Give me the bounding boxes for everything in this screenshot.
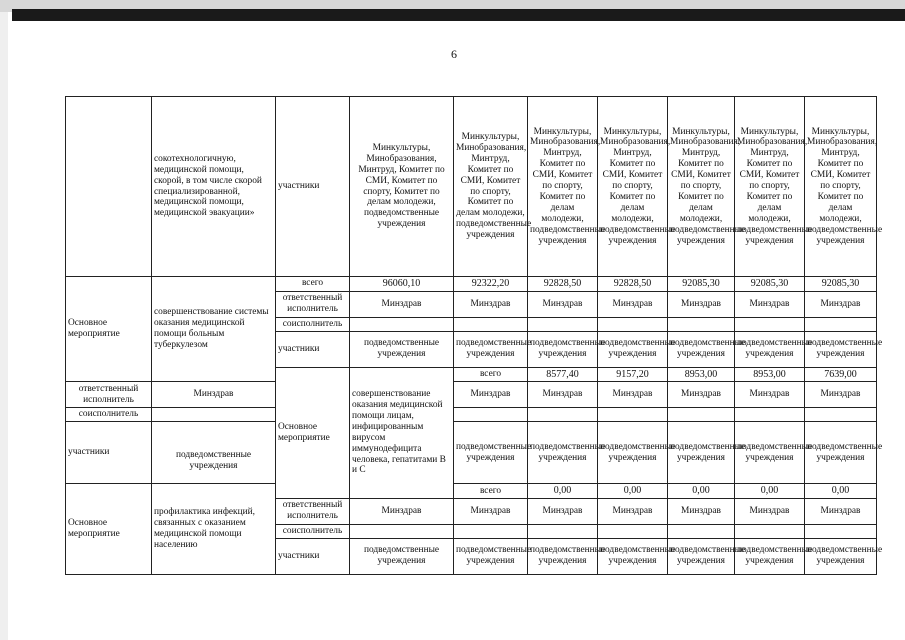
- total-value: 0,00: [735, 484, 805, 499]
- participants-value: подведомственные учреждения: [528, 538, 598, 574]
- responsible-value: Минздрав: [668, 291, 735, 317]
- coexecutor-label: соисполнитель: [276, 317, 350, 331]
- empty-cell: [454, 408, 528, 422]
- program-table: [65, 96, 883, 575]
- event-description: совершенствование оказания медицинской помощи лицам, инфицированным вирусом иммунодефицита человека, гепатитами В и С: [350, 367, 454, 498]
- empty-cell: [598, 317, 668, 331]
- total-value: 8953,00: [735, 367, 805, 382]
- role-label: участники: [276, 97, 350, 277]
- event-type-cell: Основное мероприятие: [66, 484, 152, 575]
- empty-cell: [735, 317, 805, 331]
- responsible-value: Минздрав: [350, 291, 454, 317]
- event-type-cell: [66, 97, 152, 277]
- empty-cell: [598, 408, 668, 422]
- coexecutor-label: соисполнитель: [66, 408, 152, 422]
- participants-value: подведомственные учреждения: [805, 422, 877, 484]
- event-description: сокотехнологичную, медицинской помощи, скорой, в том числе скорой специализированной, медицинской помощи, медицинской эвакуации»: [152, 97, 276, 277]
- responsible-value: Минздрав: [598, 382, 668, 408]
- table-row: [66, 422, 877, 484]
- total-label: всего: [454, 484, 528, 499]
- empty-cell: [805, 408, 877, 422]
- total-value: 92085,30: [735, 277, 805, 292]
- page-number: 6: [451, 47, 457, 61]
- participants-value: подведомственные учреждения: [152, 422, 276, 484]
- responsible-value: Минздрав: [805, 291, 877, 317]
- responsible-value: Минздрав: [598, 291, 668, 317]
- event-description: совершенствование системы оказания медицинской помощи больным туберкулезом: [152, 277, 276, 382]
- executors-cell: Минкультуры, Минобразования, Минтруд, Комитет по СМИ, Комитет по спорту, Комитет по делам молодежи, подведомственные учреждения: [805, 97, 877, 277]
- participants-value: подведомственные учреждения: [598, 538, 668, 574]
- responsible-value: Минздрав: [528, 382, 598, 408]
- participants-value: подведомственные учреждения: [805, 331, 877, 367]
- responsible-value: Минздрав: [528, 498, 598, 524]
- executors-cell: Минкультуры, Минобразования, Минтруд, Комитет по СМИ, Комитет по спорту, Комитет по делам молодежи, подведомственные учреждения: [668, 97, 735, 277]
- responsible-value: Минздрав: [528, 291, 598, 317]
- responsible-value: Минздрав: [735, 498, 805, 524]
- executors-cell: Минкультуры, Минобразования, Минтруд, Комитет по СМИ, Комитет по спорту, Комитет по делам молодежи, подведомственные учреждения: [350, 97, 454, 277]
- responsible-label: ответственный исполнитель: [276, 291, 350, 317]
- empty-cell: [735, 524, 805, 538]
- total-value: 96060,10: [350, 277, 454, 292]
- responsible-value: Минздрав: [454, 498, 528, 524]
- coexecutor-label: соисполнитель: [276, 524, 350, 538]
- total-label: всего: [276, 277, 350, 292]
- participants-value: подведомственные учреждения: [668, 331, 735, 367]
- empty-cell: [454, 524, 528, 538]
- empty-cell: [668, 408, 735, 422]
- participants-value: подведомственные учреждения: [454, 331, 528, 367]
- participants-value: подведомственные учреждения: [805, 538, 877, 574]
- total-value: 8953,00: [668, 367, 735, 382]
- participants-value: подведомственные учреждения: [598, 422, 668, 484]
- total-value: 92828,50: [528, 277, 598, 292]
- table-row: [66, 408, 877, 422]
- empty-cell: [528, 408, 598, 422]
- total-label: всего: [454, 367, 528, 382]
- total-value: 7639,00: [805, 367, 877, 382]
- total-value: 0,00: [598, 484, 668, 499]
- responsible-value: Минздрав: [668, 498, 735, 524]
- empty-cell: [528, 524, 598, 538]
- participants-value: подведомственные учреждения: [454, 422, 528, 484]
- responsible-label: ответственный исполнитель: [66, 382, 152, 408]
- total-value: 8577,40: [528, 367, 598, 382]
- table-row: [66, 382, 877, 408]
- executors-cell: Минкультуры, Минобразования, Минтруд, Комитет по СМИ, Комитет по спорту, Комитет по делам молодежи, подведомственные учреждения: [528, 97, 598, 277]
- empty-cell: [350, 317, 454, 331]
- total-value: 92322,20: [454, 277, 528, 292]
- executors-cell: Минкультуры, Минобразования, Минтруд, Комитет по СМИ, Комитет по спорту, Комитет по делам молодежи, подведомственные учреждения: [598, 97, 668, 277]
- total-value: 92085,30: [805, 277, 877, 292]
- participants-value: подведомственные учреждения: [454, 538, 528, 574]
- empty-cell: [735, 408, 805, 422]
- event-type-cell: Основное мероприятие: [276, 367, 350, 498]
- responsible-value: Минздрав: [454, 382, 528, 408]
- total-value: 92085,30: [668, 277, 735, 292]
- participants-value: подведомственные учреждения: [735, 331, 805, 367]
- empty-cell: [668, 524, 735, 538]
- empty-cell: [528, 317, 598, 331]
- executors-cell: Минкультуры, Минобразования, Минтруд, Комитет по СМИ, Комитет по спорту, Комитет по делам молодежи, подведомственные учреждения: [735, 97, 805, 277]
- participants-value: подведомственные учреждения: [350, 331, 454, 367]
- responsible-value: Минздрав: [598, 498, 668, 524]
- total-value: 0,00: [668, 484, 735, 499]
- executors-cell: Минкультуры, Минобразования, Минтруд, Комитет по СМИ, Комитет по спорту, Комитет по делам молодежи, подведомственные учреждения: [454, 97, 528, 277]
- empty-cell: [454, 317, 528, 331]
- total-value: 0,00: [528, 484, 598, 499]
- total-value: 9157,20: [598, 367, 668, 382]
- participants-value: подведомственные учреждения: [735, 422, 805, 484]
- responsible-value: Минздрав: [350, 498, 454, 524]
- empty-cell: [598, 524, 668, 538]
- responsible-value: Минздрав: [735, 382, 805, 408]
- total-value: 92828,50: [598, 277, 668, 292]
- participants-label: участники: [66, 422, 152, 484]
- table-row: [66, 97, 877, 277]
- responsible-value: Минздрав: [805, 498, 877, 524]
- responsible-value: Минздрав: [152, 382, 276, 408]
- empty-cell: [152, 408, 276, 422]
- table-row: [66, 484, 877, 499]
- empty-cell: [805, 317, 877, 331]
- total-value: 0,00: [805, 484, 877, 499]
- responsible-value: Минздрав: [735, 291, 805, 317]
- table-row: [66, 277, 877, 292]
- participants-value: подведомственные учреждения: [350, 538, 454, 574]
- participants-label: участники: [276, 331, 350, 367]
- participants-value: подведомственные учреждения: [668, 538, 735, 574]
- scan-edge: [0, 0, 8, 640]
- responsible-value: Минздрав: [805, 382, 877, 408]
- responsible-value: Минздрав: [454, 291, 528, 317]
- empty-cell: [350, 524, 454, 538]
- participants-value: подведомственные учреждения: [528, 422, 598, 484]
- participants-value: подведомственные учреждения: [735, 538, 805, 574]
- event-type-cell: Основное мероприятие: [66, 277, 152, 382]
- event-description: профилактика инфекций, связанных с оказанием медицинской помощи населению: [152, 484, 276, 575]
- empty-cell: [805, 524, 877, 538]
- empty-cell: [668, 317, 735, 331]
- participants-value: подведомственные учреждения: [528, 331, 598, 367]
- responsible-value: Минздрав: [668, 382, 735, 408]
- responsible-label: ответственный исполнитель: [276, 498, 350, 524]
- participants-value: подведомственные учреждения: [598, 331, 668, 367]
- participants-value: подведомственные учреждения: [668, 422, 735, 484]
- scan-border-band: [12, 9, 905, 21]
- participants-label: участники: [276, 538, 350, 574]
